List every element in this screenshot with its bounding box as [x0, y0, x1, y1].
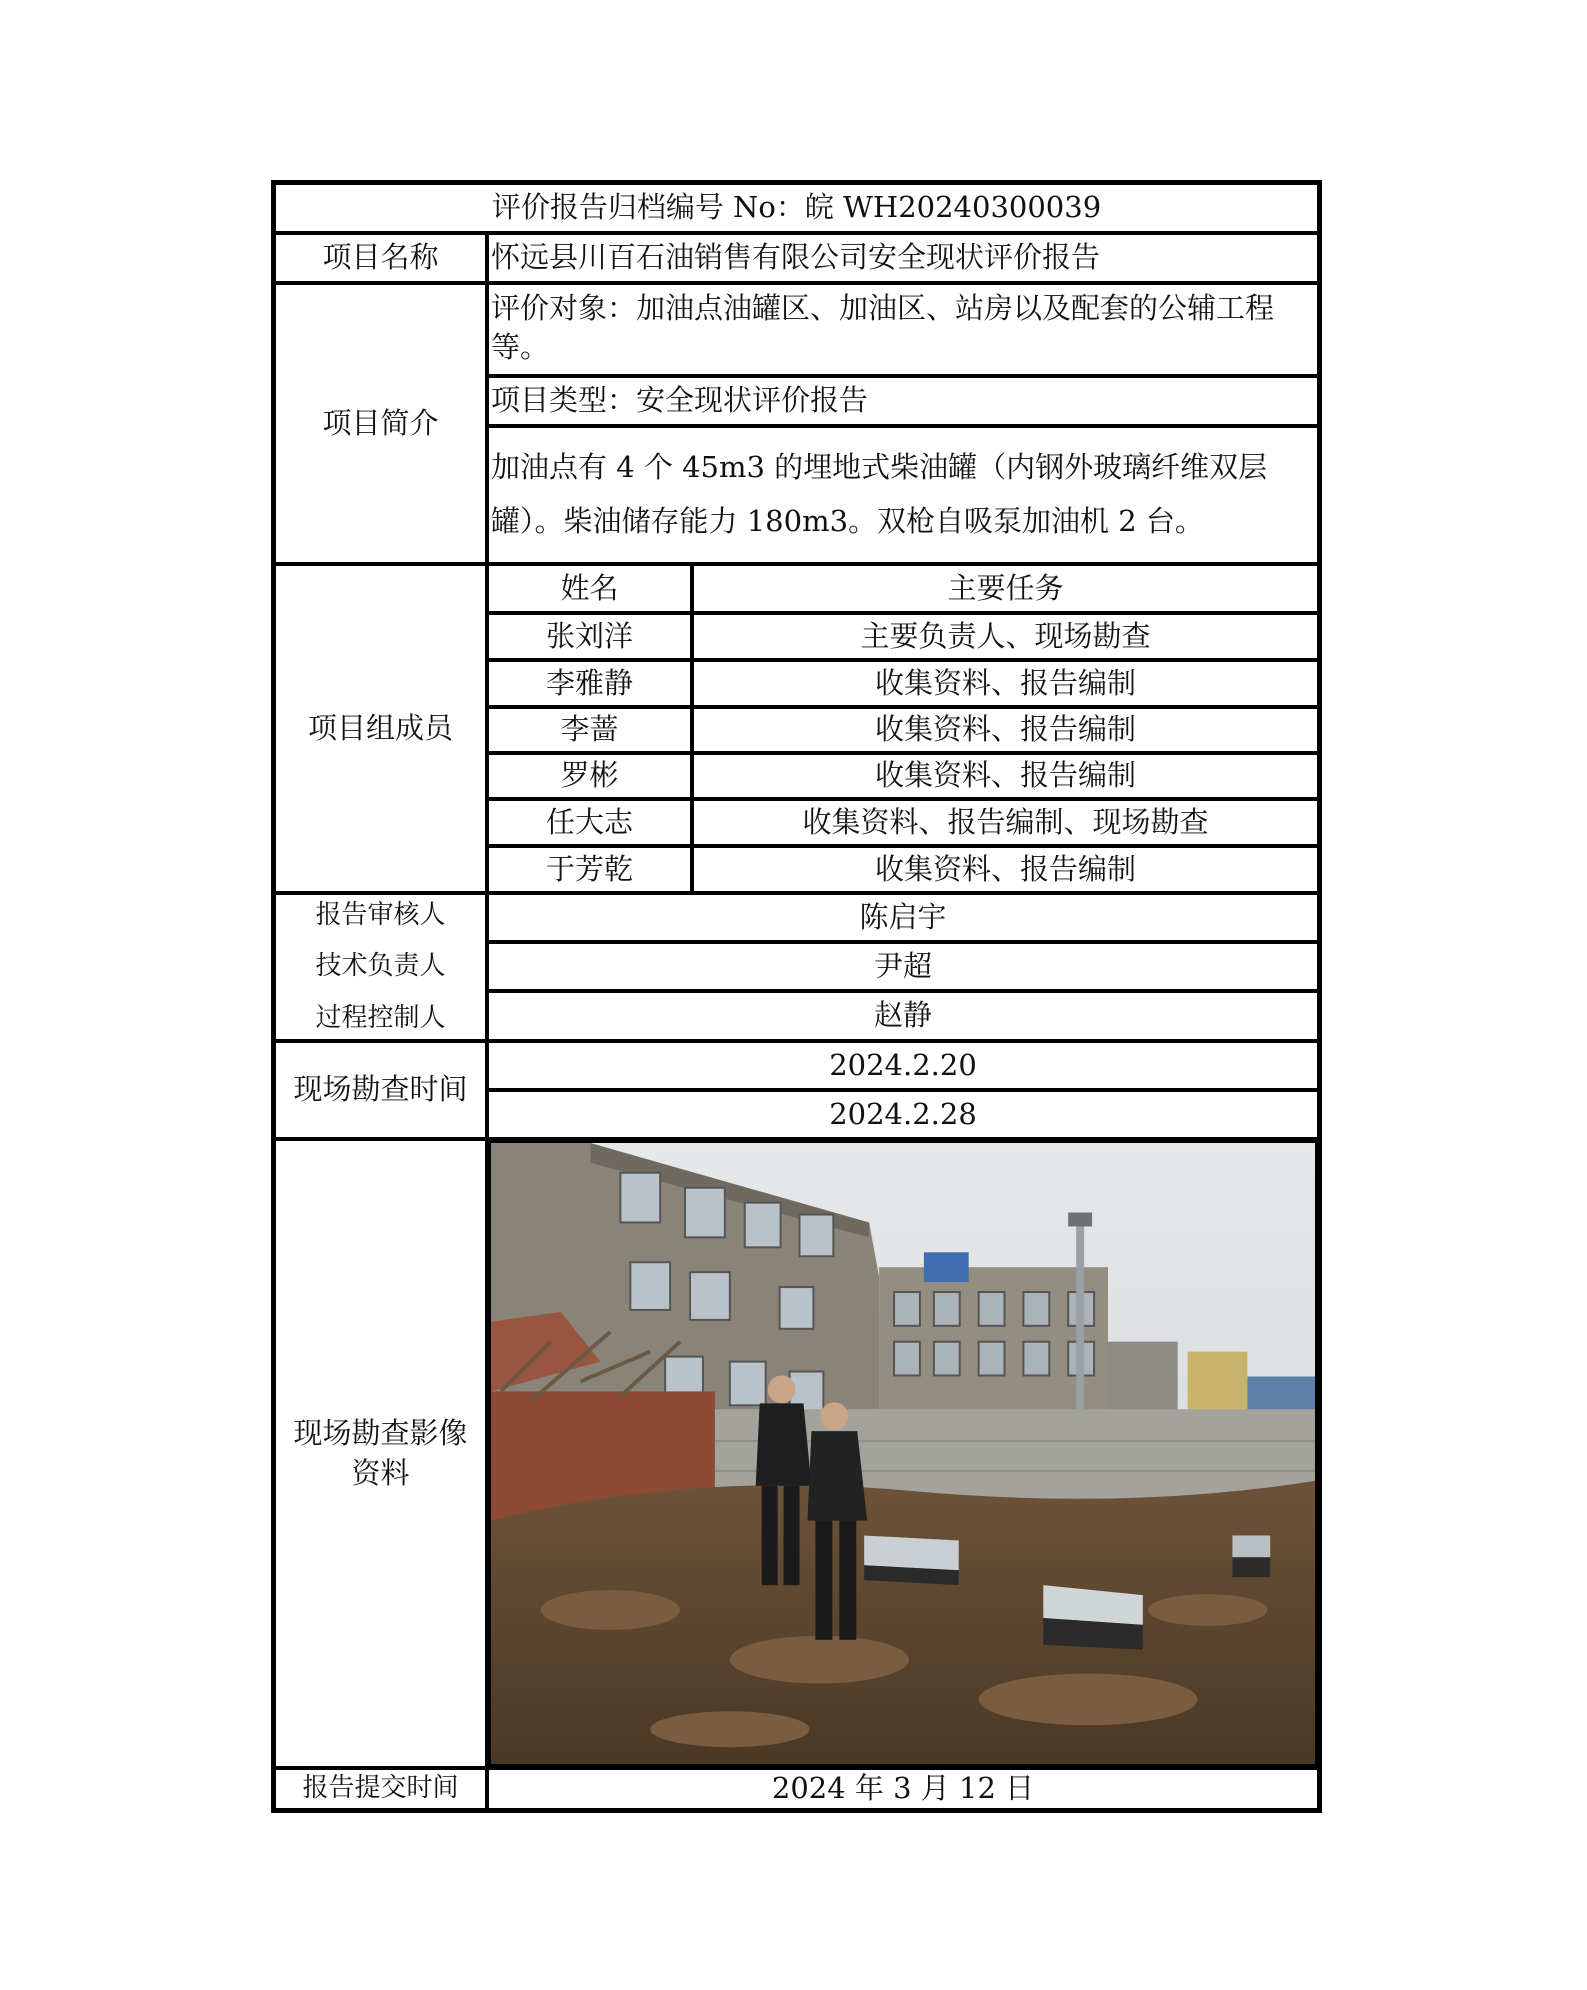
- member-name: 张刘洋: [487, 613, 692, 660]
- member-name: 任大志: [487, 799, 692, 846]
- reviewer-value: 陈启宇: [487, 893, 1319, 942]
- member-name: 李蔷: [487, 707, 692, 753]
- members-col-name: 姓名: [487, 564, 692, 613]
- survey-date-1: 2024.2.20: [487, 1041, 1319, 1090]
- tech-lead-label: 技术负责人: [315, 951, 446, 982]
- member-task: 收集资料、报告编制: [692, 707, 1319, 753]
- survey-photo: [489, 1141, 1317, 1766]
- members-col-task: 主要任务: [692, 564, 1319, 613]
- members-label: 项目组成员: [274, 564, 487, 893]
- member-task: 主要负责人、现场勘查: [692, 613, 1319, 660]
- process-controller-label: 过程控制人: [315, 1002, 446, 1033]
- archive-number: 评价报告归档编号 No：皖 WH20240300039: [274, 183, 1319, 233]
- project-description: 加油点有 4 个 45m3 的埋地式柴油罐（内钢外玻璃纤维双层罐）。柴油储存能力 180m3。双枪自吸泵加油机 2 台。: [487, 426, 1319, 564]
- roles-label: [274, 893, 487, 1041]
- tech-lead-value: 尹超: [487, 942, 1319, 991]
- evaluation-object: 评价对象：加油点油罐区、加油区、站房以及配套的公辅工程等。: [487, 283, 1319, 376]
- site-photo-illustration: [491, 1143, 1315, 1764]
- member-task: 收集资料、报告编制: [692, 753, 1319, 799]
- survey-date-2: 2024.2.28: [487, 1090, 1319, 1139]
- member-task: 收集资料、报告编制、现场勘查: [692, 799, 1319, 846]
- survey-photo-label: 现场勘查影像资料: [274, 1139, 487, 1768]
- member-name: 李雅静: [487, 660, 692, 707]
- project-intro-label: 项目简介: [274, 283, 487, 564]
- survey-time-label: 现场勘查时间: [274, 1041, 487, 1139]
- project-type: 项目类型：安全现状评价报告: [487, 376, 1319, 426]
- reviewer-label: 报告审核人: [315, 900, 446, 931]
- project-name-value: 怀远县川百石油销售有限公司安全现状评价报告: [487, 233, 1319, 283]
- project-name-label: 项目名称: [274, 233, 487, 283]
- submit-time-label: 报告提交时间: [274, 1768, 487, 1810]
- member-task: 收集资料、报告编制: [692, 846, 1319, 893]
- archive-form: [271, 180, 1322, 1813]
- member-name: 罗彬: [487, 753, 692, 799]
- member-name: 于芳乾: [487, 846, 692, 893]
- member-task: 收集资料、报告编制: [692, 660, 1319, 707]
- process-controller-value: 赵静: [487, 991, 1319, 1041]
- submit-time-value: 2024 年 3 月 12 日: [487, 1768, 1319, 1810]
